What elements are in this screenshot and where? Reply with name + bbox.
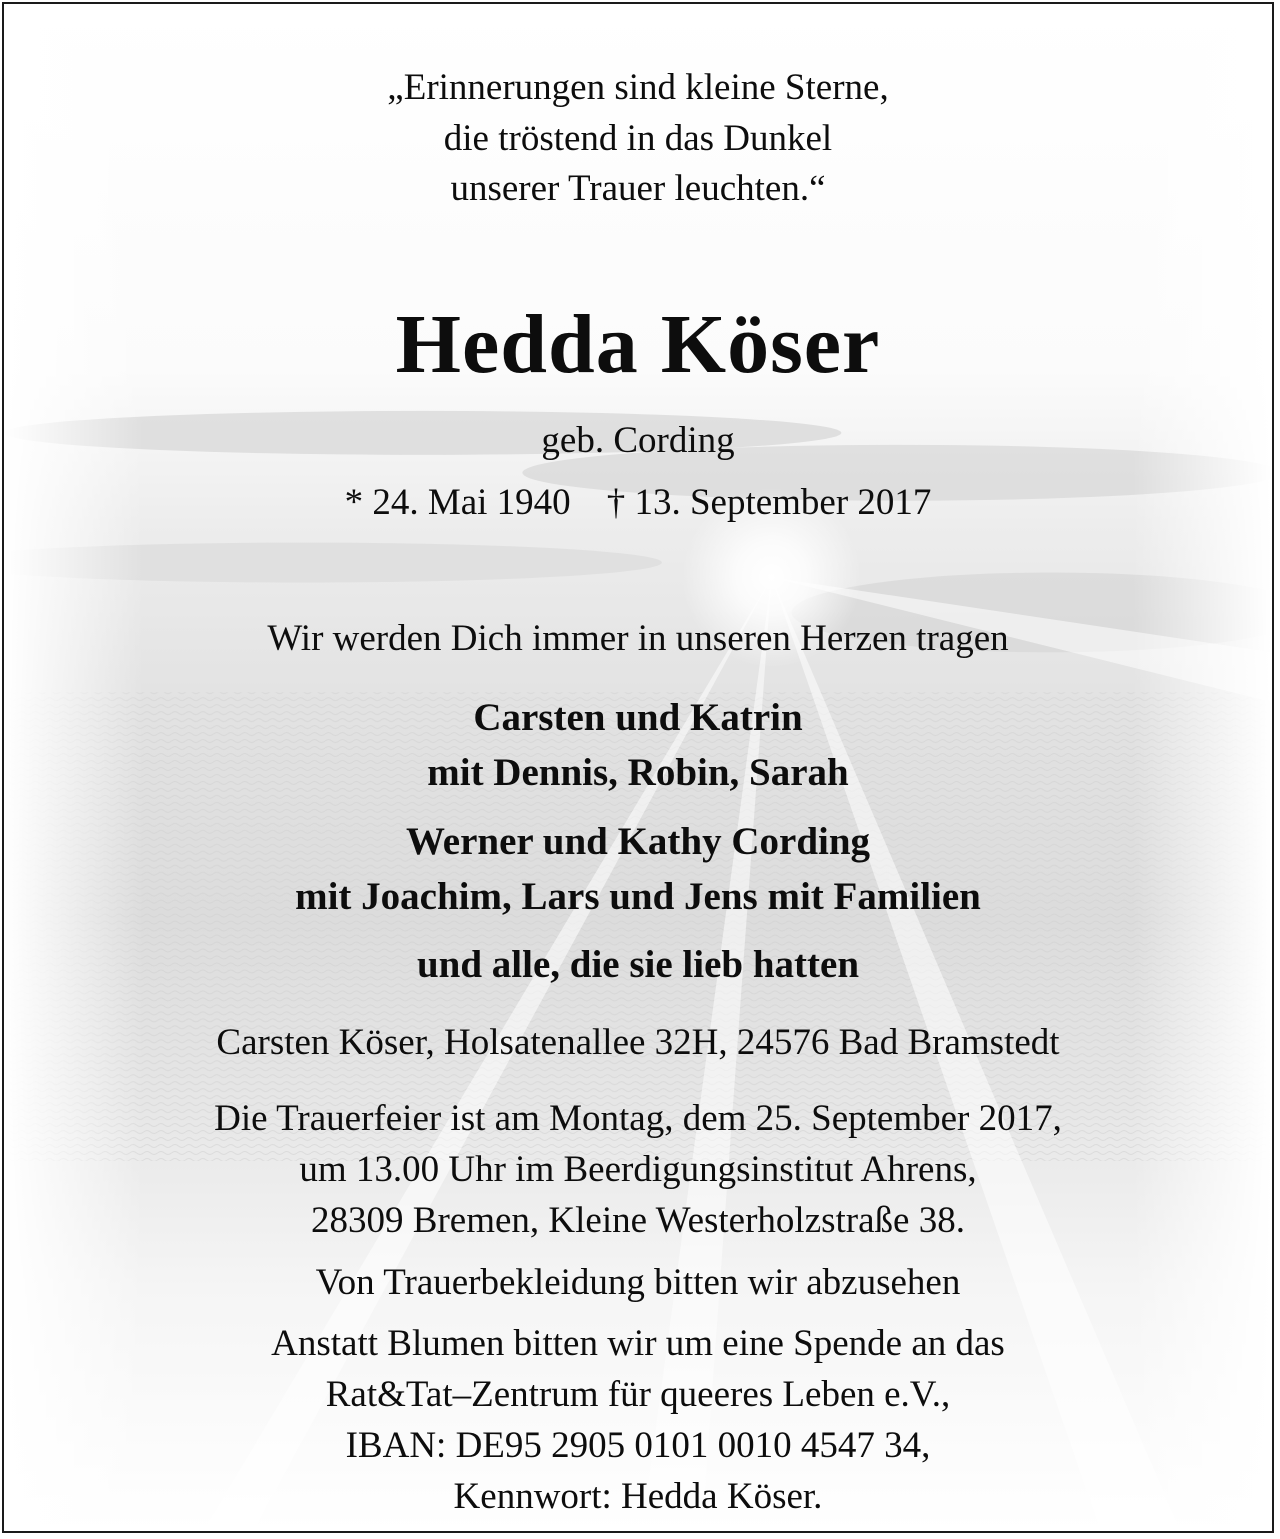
life-dates (4, 481, 1272, 524)
obituary-notice (2, 2, 1274, 1533)
funeral-line-3: 28309 Bremen, Kleine Westerholzstraße 38. (311, 1200, 965, 1241)
donation-line-1: Anstatt Blumen bitten wir um eine Spende an das (271, 1323, 1005, 1364)
mourner-line-1: Carsten und Katrin (473, 696, 803, 739)
attire-note: Von Trauerbekleidung bitten wir abzusehen (315, 1262, 961, 1303)
donation-line-2: Rat&Tat–Zentrum für queeres Leben e.V., (325, 1374, 951, 1415)
mourner-line-3: Werner und Kathy Cording (405, 820, 871, 863)
funeral-line-2: um 13.00 Uhr im Beerdigungsinstitut Ahrens, (299, 1149, 977, 1190)
mourner-line-2: mit Dennis, Robin, Sarah (427, 751, 849, 794)
mourner-line-5: und alle, die sie lieb hatten (416, 943, 860, 986)
quote-line-2: die tröstend in das Dunkel (443, 118, 833, 159)
donation-line-3: IBAN: DE95 2905 0101 0010 4547 34, (345, 1425, 931, 1466)
deceased-name: Hedda Köser (395, 298, 881, 391)
dedication: Wir werden Dich immer in unseren Herzen tragen (267, 618, 1009, 659)
funeral-line-1: Die Trauerfeier ist am Montag, dem 25. September 2017, (214, 1098, 1062, 1139)
quote-line-3: unserer Trauer leuchten.“ (450, 168, 826, 209)
mourner-line-4: mit Joachim, Lars und Jens mit Familien (295, 875, 981, 918)
maiden-name: geb. Cording (541, 420, 735, 461)
death-date: † 13. September 2017 (606, 482, 932, 523)
contact-address: Carsten Köser, Holsatenallee 32H, 24576 Bad Bramstedt (216, 1022, 1060, 1063)
donation-line-4: Kennwort: Hedda Köser. (453, 1476, 823, 1517)
birth-date: * 24. Mai 1940 (344, 482, 571, 523)
quote-line-1: „Erinnerungen sind kleine Sterne, (387, 67, 889, 108)
